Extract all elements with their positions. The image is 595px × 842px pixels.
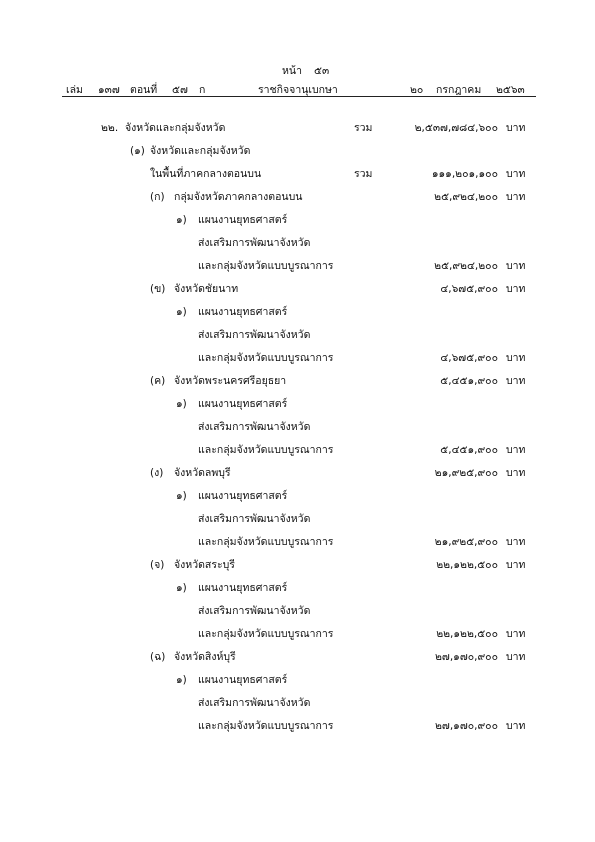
plan-line-3: และกลุ่มจังหวัดแบบบูรณาการ: [198, 260, 334, 272]
plan-line-1: แผนงานยุทธศาสตร์: [198, 398, 288, 410]
region-amount: ๑๑๑,๒๐๑,๑๐๐: [431, 168, 498, 180]
plan-amount: ๕,๔๕๑,๙๐๐: [440, 444, 498, 456]
plan-line-1: แผนงานยุทธศาสตร์: [198, 214, 288, 226]
unit: บาท: [506, 375, 526, 387]
plan-amount: ๒๗,๑๗๐,๙๐๐: [435, 720, 498, 732]
volume-number: ๑๓๗: [98, 84, 120, 96]
unit: บาท: [506, 559, 526, 571]
plan-line-3: และกลุ่มจังหวัดแบบบูรณาการ: [198, 720, 334, 732]
unit: บาท: [506, 168, 526, 180]
sub1-label: (๑): [130, 145, 145, 157]
plan-line-2: ส่งเสริมการพัฒนาจังหวัด: [198, 605, 311, 617]
volume-label: เล่ม: [66, 84, 83, 96]
entry-amount: ๒๒,๑๒๒,๕๐๐: [436, 559, 498, 571]
entry-amount: ๒๑,๙๒๕,๙๐๐: [434, 467, 498, 479]
date-month: กรกฎาคม: [436, 84, 482, 96]
gazette-title: ราชกิจจานุเบกษา: [258, 84, 338, 96]
unit: บาท: [506, 720, 526, 732]
sub1-title: จังหวัดและกลุ่มจังหวัด: [150, 145, 251, 157]
unit: บาท: [506, 628, 526, 640]
unit: บาท: [506, 191, 526, 203]
plan-amount: ๒๒,๑๒๒,๕๐๐: [436, 628, 498, 640]
plan-number: ๑): [176, 490, 187, 502]
plan-amount: ๒๑,๙๒๕,๙๐๐: [434, 536, 498, 548]
header-divider: [62, 96, 536, 97]
unit: บาท: [506, 651, 526, 663]
plan-line-2: ส่งเสริมการพัฒนาจังหวัด: [198, 237, 311, 249]
plan-line-3: และกลุ่มจังหวัดแบบบูรณาการ: [198, 352, 334, 364]
page-label: หน้า: [282, 65, 302, 77]
entry-label: (จ): [150, 559, 165, 571]
unit: บาท: [506, 536, 526, 548]
entry-amount: ๕,๔๕๑,๙๐๐: [440, 375, 498, 387]
plan-line-2: ส่งเสริมการพัฒนาจังหวัด: [198, 513, 311, 525]
entry-label: (ก): [150, 191, 165, 203]
entry-name: กลุ่มจังหวัดภาคกลางตอนบน: [174, 191, 303, 203]
section-number: ๕๗: [172, 84, 188, 96]
plan-number: ๑): [176, 214, 187, 226]
section-label: ตอนที่: [130, 84, 158, 96]
plan-number: ๑): [176, 582, 187, 594]
plan-amount: ๔,๖๗๕,๙๐๐: [440, 352, 498, 364]
region-total-label: รวม: [354, 168, 373, 180]
plan-line-3: และกลุ่มจังหวัดแบบบูรณาการ: [198, 628, 334, 640]
entry-label: (ง): [150, 467, 164, 479]
unit: บาท: [506, 260, 526, 272]
plan-line-1: แผนงานยุทธศาสตร์: [198, 490, 288, 502]
region-title: ในพื้นที่ภาคกลางตอนบน: [150, 168, 262, 180]
plan-line-1: แผนงานยุทธศาสตร์: [198, 582, 288, 594]
date-day: ๒๐: [410, 84, 424, 96]
plan-number: ๑): [176, 398, 187, 410]
plan-number: ๑): [176, 306, 187, 318]
unit: บาท: [506, 467, 526, 479]
plan-line-3: และกลุ่มจังหวัดแบบบูรณาการ: [198, 444, 334, 456]
page-number: ๕๓: [314, 65, 330, 77]
plan-line-1: แผนงานยุทธศาสตร์: [198, 306, 288, 318]
entry-name: จังหวัดพระนครศรีอยุธยา: [174, 375, 287, 387]
unit: บาท: [506, 122, 526, 134]
entry-name: จังหวัดสระบุรี: [174, 559, 235, 571]
plan-number: ๑): [176, 674, 187, 686]
date-year: ๒๕๖๓: [496, 84, 525, 96]
unit: บาท: [506, 444, 526, 456]
item22-title: จังหวัดและกลุ่มจังหวัด: [125, 122, 226, 134]
section-suffix: ก: [199, 84, 206, 96]
entry-amount: ๒๗,๑๗๐,๙๐๐: [435, 651, 498, 663]
plan-line-1: แผนงานยุทธศาสตร์: [198, 674, 288, 686]
entry-name: จังหวัดสิงห์บุรี: [174, 651, 236, 663]
entry-amount: ๔,๖๗๕,๙๐๐: [440, 283, 498, 295]
item22-amount: ๒,๕๓๗,๗๘๔,๖๐๐: [414, 122, 498, 134]
plan-line-3: และกลุ่มจังหวัดแบบบูรณาการ: [198, 536, 334, 548]
item22-number: ๒๒.: [101, 122, 119, 134]
entry-label: (ค): [150, 375, 166, 387]
entry-name: จังหวัดชัยนาท: [174, 283, 239, 295]
entry-label: (ข): [150, 283, 166, 295]
unit: บาท: [506, 352, 526, 364]
unit: บาท: [506, 283, 526, 295]
entry-amount: ๒๕,๙๒๔,๒๐๐: [434, 191, 498, 203]
entry-label: (ฉ): [150, 651, 166, 663]
plan-line-2: ส่งเสริมการพัฒนาจังหวัด: [198, 421, 311, 433]
item22-total-label: รวม: [354, 122, 373, 134]
entry-name: จังหวัดลพบุรี: [174, 467, 231, 479]
plan-amount: ๒๕,๙๒๔,๒๐๐: [434, 260, 498, 272]
plan-line-2: ส่งเสริมการพัฒนาจังหวัด: [198, 697, 311, 709]
plan-line-2: ส่งเสริมการพัฒนาจังหวัด: [198, 329, 311, 341]
